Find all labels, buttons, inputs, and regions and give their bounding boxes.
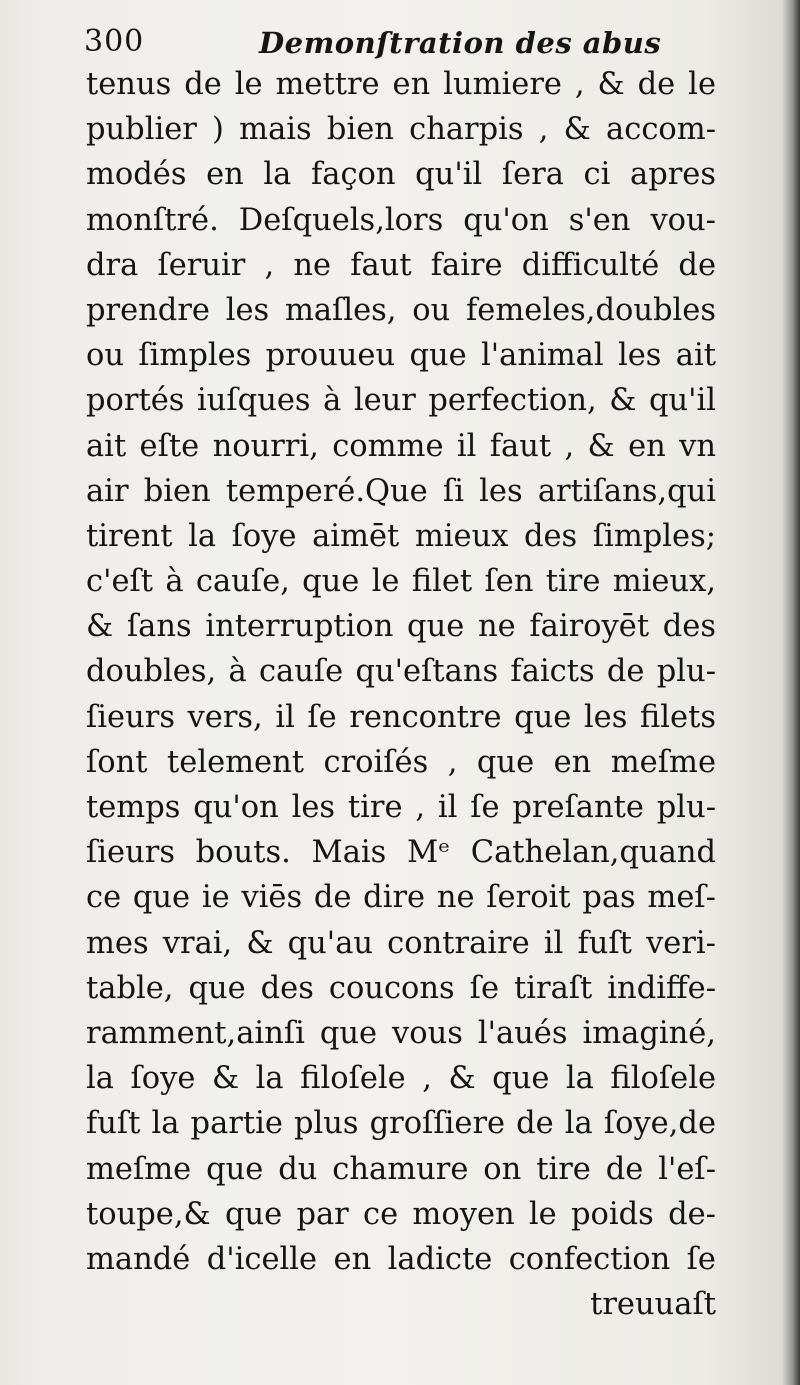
text-line: meſme que du chamure on tire de l'eſ- bbox=[86, 1151, 716, 1187]
text-line: fuſt la partie plus groſſiere de la ſoye,de bbox=[86, 1106, 716, 1142]
text-line: ce que ie viēs de dire ne ſeroit pas meſ- bbox=[86, 880, 716, 916]
text-line: mes vrai, & qu'au contraire il fuſt veri- bbox=[86, 925, 716, 961]
catchword: treuuaſt bbox=[590, 1287, 716, 1323]
text-line: ramment,ainſi que vous l'aués imaginé, bbox=[86, 1015, 716, 1051]
text-line: portés iuſques à leur perfection, & qu'il bbox=[86, 383, 716, 419]
text-line: ſieurs vers, il ſe rencontre que les filets bbox=[86, 699, 716, 735]
page-edge-shadow bbox=[782, 0, 800, 1385]
text-line: modés en la façon qu'il ſera ci apres bbox=[86, 157, 716, 193]
text-line: toupe,& que par ce moyen le poids de- bbox=[86, 1196, 716, 1232]
text-line: ſieurs bouts. Mais Mᵉ Cathelan,quand bbox=[86, 835, 716, 871]
text-line: la ſoye & la filoſele , & que la filoſele bbox=[86, 1061, 716, 1097]
text-line: ſont telement croiſés , que en meſme bbox=[86, 744, 716, 780]
text-line: tirent la ſoye aimēt mieux des ſimples; bbox=[86, 518, 716, 554]
text-line: prendre les maſles, ou femeles,doubles bbox=[86, 292, 716, 328]
text-line: table, que des coucons ſe tiraſt indiffe- bbox=[86, 970, 716, 1006]
text-line: c'eſt à cauſe, que le filet ſen tire mieux, bbox=[86, 564, 716, 600]
page-header bbox=[84, 18, 704, 66]
text-line: tenus de le mettre en lumiere , & de le bbox=[86, 67, 716, 102]
text-line: monſtré. Deſquels,lors qu'on s'en vou- bbox=[86, 202, 716, 238]
text-line: & ſans interruption que ne fairoyēt des bbox=[86, 609, 716, 645]
text-line: publier ) mais bien charpis , & accom- bbox=[86, 112, 716, 148]
body-text bbox=[86, 62, 716, 1327]
text-line: ait eſte nourri, comme il faut , & en vn bbox=[86, 428, 716, 464]
text-line: ou ſimples prouueu que l'animal les ait bbox=[86, 338, 716, 374]
text-line: mandé d'icelle en ladicte confection ſe bbox=[86, 1241, 716, 1277]
text-line: air bien temperé.Que ſi les artiſans,qui bbox=[86, 473, 716, 509]
text-line: temps qu'on les tire , il ſe preſante plu- bbox=[86, 790, 716, 825]
text-line: dra ſeruir , ne faut faire difficulté de bbox=[86, 247, 716, 283]
running-title: Demonſtration des abus bbox=[259, 26, 662, 60]
page-number: 300 bbox=[84, 24, 145, 59]
text-line: doubles, à cauſe qu'eſtans faicts de plu- bbox=[86, 654, 716, 690]
